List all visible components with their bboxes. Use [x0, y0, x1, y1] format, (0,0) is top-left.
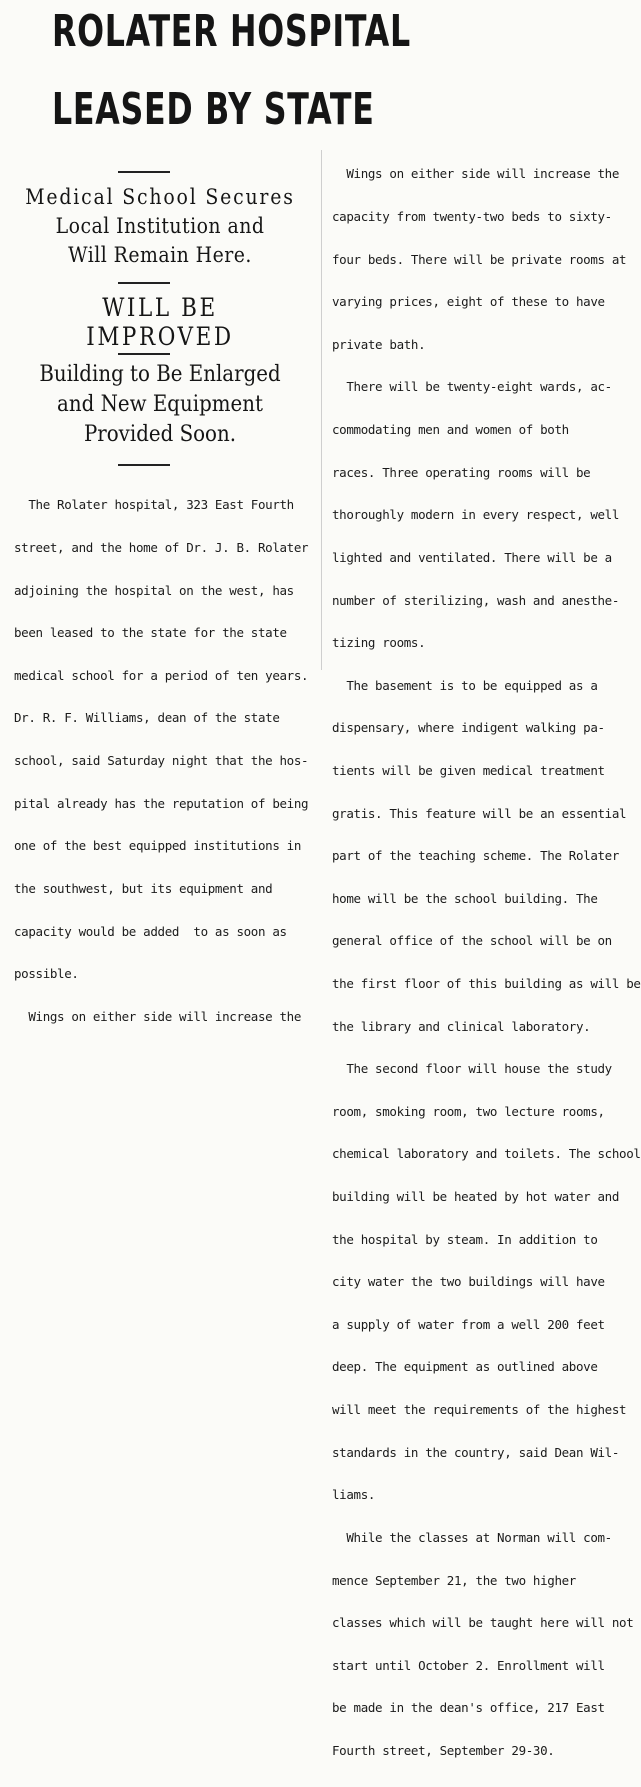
right-body-line: start until October 2. Enrollment will [332, 1657, 605, 1673]
divider-rule [118, 282, 170, 284]
headline-line-1 [10, 4, 411, 60]
headline-text-2: LEASED BY STATE [51, 84, 375, 135]
right-body-line: city water the two buildings will have [332, 1274, 605, 1290]
divider-rule [118, 464, 170, 466]
right-body-line: capacity from twenty-two beds to sixty- [332, 209, 612, 225]
left-body-line: medical school for a period of ten years. [14, 667, 309, 683]
divider-rule [118, 171, 170, 173]
deck3-line-1: Building to Be Enlarged [39, 362, 281, 387]
column-divider [321, 150, 322, 670]
right-body-line: classes which will be taught here will not [332, 1615, 634, 1631]
left-body-line: the southwest, but its equipment and [14, 880, 273, 896]
right-body-line: mence September 21, the two higher [332, 1572, 576, 1588]
right-body-line: home will be the school building. The [332, 890, 598, 906]
subheadline-deck-2: WILL BE IMPROVED [86, 293, 234, 351]
left-article-body [14, 470, 310, 1052]
right-body-line: tizing rooms. [332, 635, 426, 651]
right-body-line: gratis. This feature will be an essential [332, 805, 627, 821]
left-body-line: street, and the home of Dr. J. B. Rolater [14, 540, 309, 556]
left-body-line: school, said Saturday night that the hos- [14, 753, 309, 769]
right-body-line: building will be heated by hot water and [332, 1189, 620, 1205]
right-body-line: general office of the school will be on [332, 933, 612, 949]
subheadline-deck-1 [25, 183, 295, 270]
left-body-line: one of the best equipped institutions in [14, 838, 302, 854]
left-body-line: The Rolater hospital, 323 East Fourth [14, 497, 294, 513]
headline-text-1: ROLATER HOSPITAL [51, 6, 411, 57]
divider-rule [118, 353, 170, 355]
left-body-line: possible. [14, 966, 79, 982]
headline-line-2 [10, 82, 375, 138]
right-body-line: deep. The equipment as outlined above [332, 1359, 598, 1375]
right-body-line: The basement is to be equipped as a [332, 677, 598, 693]
left-body-line: Dr. R. F. Williams, dean of the state [14, 710, 280, 726]
deck1-line-2: Local Institution and [55, 214, 265, 238]
right-article-body [332, 139, 641, 1787]
deck3-line-2: and New Equipment [57, 392, 263, 417]
right-body-line: liams. [332, 1487, 376, 1503]
right-body-line: races. Three operating rooms will be [332, 464, 591, 480]
right-body-line: the first floor of this building as will be [332, 975, 641, 991]
deck3-line-3: Provided Soon. [83, 422, 237, 447]
right-body-line: chemical laboratory and toilets. The school [332, 1146, 641, 1162]
right-body-line: lighted and ventilated. There will be a [332, 549, 612, 565]
right-body-line: a supply of water from a well 200 feet [332, 1316, 605, 1332]
left-body-line: adjoining the hospital on the west, has [14, 582, 294, 598]
right-body-line: four beds. There will be private rooms at [332, 251, 627, 267]
right-body-line: tients will be given medical treatment [332, 762, 605, 778]
right-body-line: room, smoking room, two lecture rooms, [332, 1103, 605, 1119]
right-body-line: There will be twenty-eight wards, ac- [332, 379, 612, 395]
subheadline-deck-3 [25, 360, 295, 450]
left-body-line: Wings on either side will increase the [14, 1008, 302, 1024]
left-body-line: capacity would be added to as soon as [14, 923, 287, 939]
right-body-line: While the classes at Norman will com- [332, 1529, 612, 1545]
right-body-line: commodating men and women of both [332, 422, 569, 438]
right-body-line: varying prices, eight of these to have [332, 294, 605, 310]
left-body-line: been leased to the state for the state [14, 625, 287, 641]
deck1-line-3: Will Remain Here. [68, 243, 252, 267]
right-body-line: will meet the requirements of the highest [332, 1402, 627, 1418]
right-body-line: thoroughly modern in every respect, well [332, 507, 620, 523]
left-body-line: pital already has the reputation of being [14, 795, 309, 811]
right-body-line: Fourth street, September 29-30. [332, 1742, 555, 1758]
right-body-line: Wings on either side will increase the [332, 166, 620, 182]
right-body-line: private bath. [332, 336, 426, 352]
right-body-line: the library and clinical laboratory. [332, 1018, 591, 1034]
right-body-line: number of sterilizing, wash and anesthe- [332, 592, 620, 608]
right-body-line: be made in the dean's office, 217 East [332, 1700, 605, 1716]
right-body-line: dispensary, where indigent walking pa- [332, 720, 605, 736]
right-body-line: the hospital by steam. In addition to [332, 1231, 598, 1247]
right-body-line: The second floor will house the study [332, 1061, 612, 1077]
right-body-line: part of the teaching scheme. The Rolater [332, 848, 620, 864]
right-body-line: standards in the country, said Dean Wil- [332, 1444, 620, 1460]
deck1-line-1: Medical School Secures [25, 185, 295, 209]
